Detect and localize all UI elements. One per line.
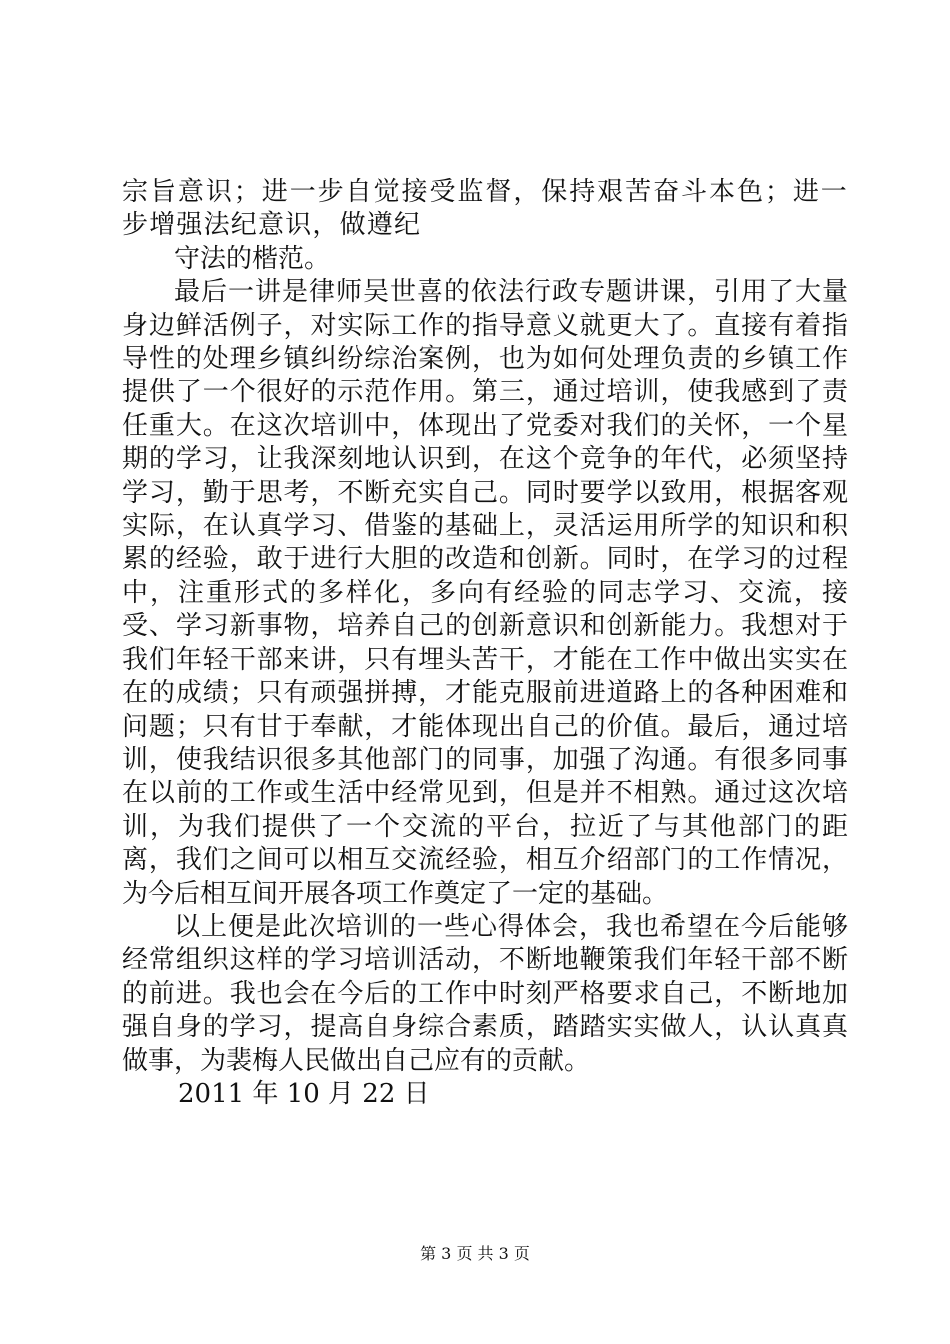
paragraph-2: 守法的楷范。 [174,243,331,274]
paragraph-1: 宗旨意识；进一步自觉接受监督，保持艰苦奋斗本色；进一步增强法纪意识，做遵纪 [122,177,848,241]
document-body [122,176,848,1111]
paragraph-3: 最后一讲是律师吴世喜的依法行政专题讲课，引用了大量身边鲜活例子，对实际工作的指导意义就更大了。直接有着指导性的处理乡镇纠纷综治案例，也为如何处理负责的乡镇工作提供了一个很好的示范作用。第三，通过培训，使我感到了责任重大。在这次培训中，体现出了党委对我们的关怀，一个星期的学习，让我深刻地认识到，在这个竞争的年代，必须坚持学习，勤于思考，不断充实自己。同时要学以致用，根据客观实际，在认真学习、借鉴的基础上，灵活运用所学的知识和积累的经验，敢于进行大胆的改造和创新。同时，在学习的过程中，注重形式的多样化，多向有经验的同志学习、交流，接受、学习新事物，培养自己的创新意识和创新能力。我想对于我们年轻干部来讲，只有埋头苦干，才能在工作中做出实实在在的成绩；只有顽强拼搏，才能克服前进道路上的各种困难和问题；只有甘于奉献，才能体现出自己的价值。最后，通过培训，使我结识很多其他部门的同事，加强了沟通。有很多同事在以前的工作或生活中经常见到，但是并不相熟。通过这次培训，为我们提供了一个交流的平台，拉近了与其他部门的距离，我们之间可以相互交流经验，相互介绍部门的工作情况，为今后相互间开展各项工作奠定了一定的基础。 [122,277,848,909]
paragraph-4: 以上便是此次培训的一些心得体会，我也希望在今后能够经常组织这样的学习培训活动，不断地鞭策我们年轻干部不断的前进。我也会在今后的工作中时刻严格要求自己，不断地加强自身的学习，提高自身综合素质，踏踏实实做人，认认真真做事，为裴梅人民做出自己应有的贡献。 [122,911,848,1076]
document-date: 2011 年 10 月 22 日 [178,1078,430,1109]
page-footer: 第 3 页 共 3 页 [420,1244,530,1263]
